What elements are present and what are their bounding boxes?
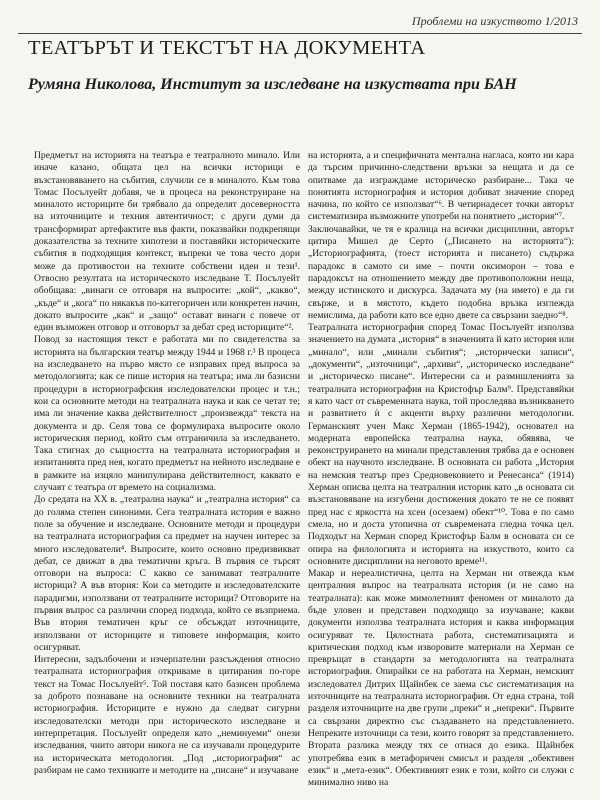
paragraph: Макар и нереалистична, целта на Херман ни отвежда към централния въпрос на театралната история (и не само на театралната): как може мимолетният феномен от миналото да бъде уловен и представен подходящо за изучаване; какви документи използва театралната история и каква информация осигуряват те. Цялостната работа, систематизацията и критическия подход към изворовите материали на Херман се превръщат в стандарти за методологията на театралната историография. Опирайки се на работата на Херман, немският изследовател Дитрих Щайнбек се заема със систематизация на източниците на театралната историография. От една страна, той разделя източниците на две групи „преки“ и „непреки“. Първите са свързани директно със създаването на представлението. Непреките източници са тези, които говорят за представлението. Втората разлика между тях се отнася до езика. Щайнбек употребява език в метафоричен смисъл и разделя „обективен език“ и „мета-език“. Обективният език е този, който си служи с минимално ниво на (308, 568, 574, 789)
right-column (308, 150, 574, 790)
left-column (34, 150, 300, 790)
paragraph: Театралната историография според Томас Посълуейт използва значението на думата „история“ в значенията й като история или „минало“, или „минали събития“; „исторически записи“, „документи“, „източници“, „архиви“, „историческо изследване“ и „историческо писане“. Интересни са и размишленията за театралната историография на Кристофър Балм⁹. Представяйки я като част от съвременната наука, той проследява възникването и развитието ѝ с акценти върху различни методологии. Германският учен Макс Херман (1865-1942), основател на модерната европейска театрална наука, обявява, че реконструирането на минали представления трябва да е основен обект на научното изследване. В основната си работа „История на немския театър през Средновековието и Ренесанса“ (1914) Херман описва целта на театралния историк като „в основата си възстановяване на изгубени достижения докато те не се появят пред нас с яркостта на хсен (осезаем) обект“¹⁰. Това е по само смела, но и доста утопична от съвремената гледна точка цел. Подходът на Херман според Кристофър Балм в основата си се опира на филологията и историята на изкуството, които са основните дисциплини на неговото време¹¹. (308, 322, 574, 567)
paragraph: на историята, а и специфичната ментална нагласа, която ни кара да търсим причинно-следствени връзки за нещата и да се опитваме да изграждаме историческо разбиране... Така че понятията историография и история добиват значение според начина, по който се използват“⁶. В четирнадесет точки авторът систематизира възможните употреби на понятието „история“⁷. (308, 150, 574, 223)
author-affiliation: Румяна Николова, Институт за изследване на изкуствата при БАН (28, 76, 517, 93)
header-rule (18, 33, 582, 34)
running-header: Проблеми на изкуството 1/2013 (411, 14, 578, 28)
article-title: ТЕАТЪРЪТ И ТЕКСТЪТ НА ДОКУМЕНТА (28, 37, 426, 59)
paragraph: Предметът на историята на театъра е театралното минало. Или иначе казано, общата цел на всички историци е възстановяването на събития, случили се в миналото. Към това Томас Посълуейт добавя, че в процеса на реконструиране на миналото историците би трябвало да определят досеверността на източниците и техния автентичност; с други думи да трансформират артефактите във факти, показвайки подкрепящи доказателства за техните хипотези и поставяйки историческите събития в подходящия контекст, въпреки че това често дори може да противостои на техните собствени идеи и тези¹. Отвосно резултата на историческото изследване Т. Посълуейт обобщава: „винаги се отговаря на въпросите: „кой“, „какво“, „къде“ и „кога“ по някакъв по-категоричен или конкретен начин, докато въпросите „как“ и „защо“ остават винаги с повече от един възможен отговор и отговорът за дебат сред историците“². (34, 150, 300, 334)
paragraph: До средата на XX в. „театрална наука“ и „театрална история“ са до голяма степен синоними. Сега театралната история е важно поле за обучение и изследване. Основните методи и процедури на театралната историография са предмет на научен интерес за много изследователи⁴. Въпросите, които основно предизвикват дебат, се движат в два тематични кръга. В първия се търсят отговори на въпроса: С какво се занимават театралните историци? А във втория: Кои са методите и изследователските парадигми, използвани от театралните историци? Отговорите на първия въпрос са различни според подхода, който се възприема. Във втория тематичен кръг се обсъждат източниците, използвани от историците и типовете информация, които осигуряват. (34, 494, 300, 653)
paragraph: Повод за настоящия текст е работата ми по свидетелства за историята на българския театър между 1944 и 1968 г.³ В процеса на изследването на първо място се изправих пред въпроса за методологията; как се пише история на театъра; има ли базисни процедури в историографския изследователски процес и т.н.; кои са основните методи на театралната наука и как се четат те; има ли значение каква действителност „произвежда“ текста на документа и др. Селя това се формулираха въпросите около историческия период, който съм отграничила за изследването. Така стигнах до същността на театралната историография и изпитанията пред нея, когато предметът на нейното изследване е в рамките на изцяло манипулирана действителност, каквато е случаят с театъра от времето на социализма. (34, 334, 300, 494)
paragraph: Заключавайки, че тя е кралица на всички дисциплини, авторът цитира Мишел де Серто („Писането на историята“): „Историографията, (тоест историята и писането) съдържа парадокс в самото си име – почти оксиморон – това е парадоксът на отношението между две противоположни неща, между истинското и дискурса. Задачата му (на името) е да ги свърже, и в мястото, където подобна връзка изглежда немислима, да работи като все едно двете са свързани заедно“⁸. (308, 223, 574, 321)
paragraph: Интересни, задълбочени и изчерпателни разсъждения относно театралната историография откриваме в цитирания по-горе текст на Томас Посълуейт⁵. Той поставя като базисен проблема за доброто познаване на основните техники на театралната историография. Историците е нужно да следват сигурни изследователски методи при историческото изследване и интерпретация. Посълуейт определя като „неминуеми“ онези изследвания, чиито автори никога не са изучавали процедурите на историческата методология. „Под „историография“ ас разбирам не само техниките и методите на „писане“ и изучаване (34, 654, 300, 776)
